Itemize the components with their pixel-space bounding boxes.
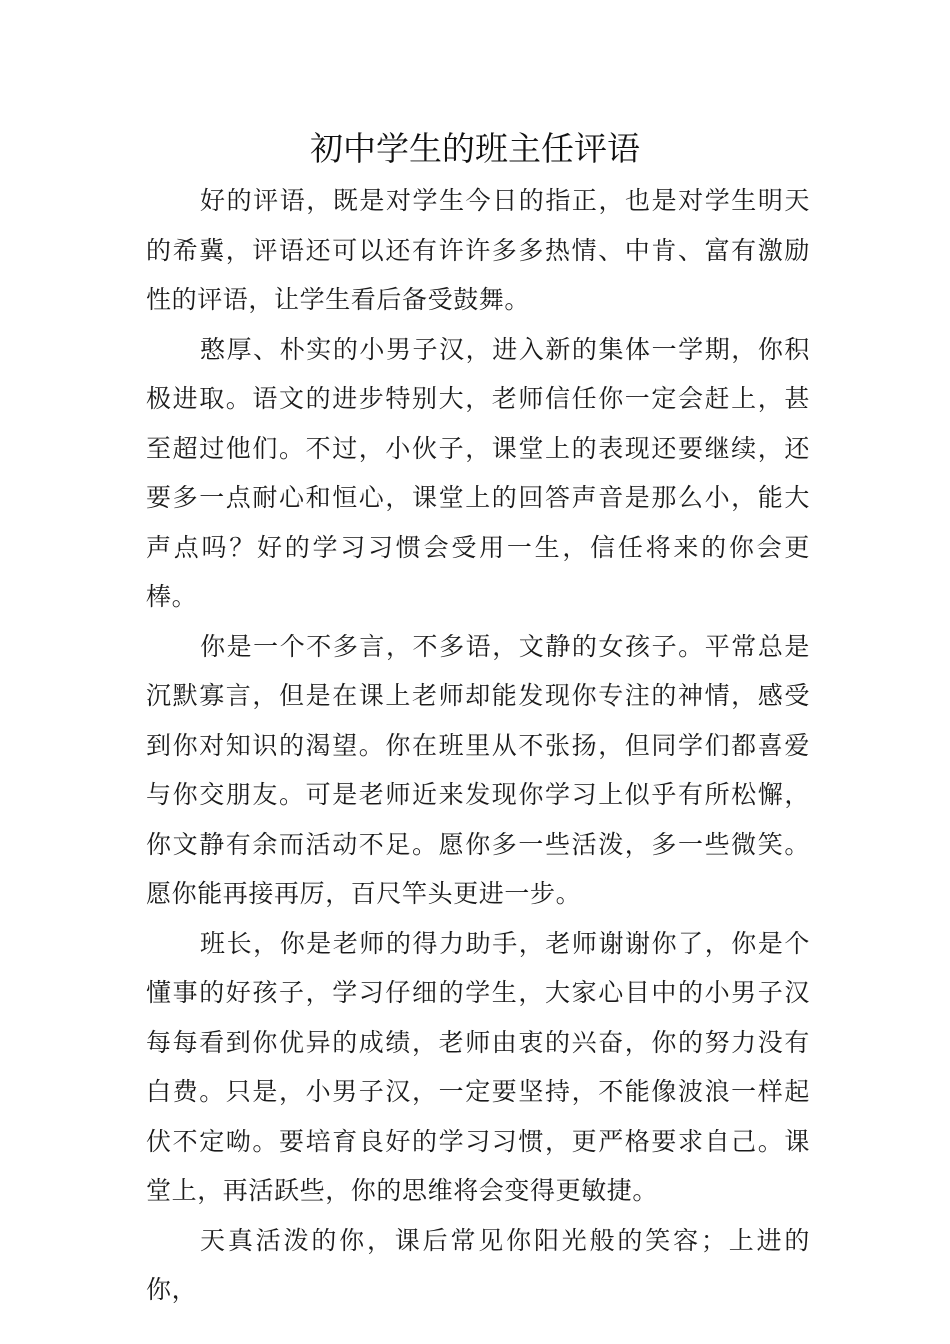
paragraph-comment-4: 天真活泼的你，课后常见你阳光般的笑容；上进的你，: [146, 1225, 810, 1304]
paragraph-comment-3: 班长，你是老师的得力助手，老师谢谢你了，你是个懂事的好孩子，学习仔细的学生，大家心目中的小男子汉每每看到你优异的成绩，老师由衷的兴奋，你的努力没有白费。只是，小男子汉，一定要坚持，不能像波浪一样起伏不定呦。要培育良好的学习习惯，更严格要求自己。课堂上，再活跃些，你的思维将会变得更敏捷。: [146, 928, 810, 1205]
paragraph-intro: 好的评语，既是对学生今日的指正，也是对学生明天的希冀，评语还可以还有许许多多热情、中肯、富有激励性的评语，让学生看后备受鼓舞。: [146, 186, 810, 314]
document-title: 初中学生的班主任评语: [310, 129, 640, 168]
document-body: [146, 176, 810, 1315]
paragraph-comment-1: 憨厚、朴实的小男子汉，进入新的集体一学期，你积极进取。语文的进步特别大，老师信任你一定会赶上，甚至超过他们。不过，小伙子，课堂上的表现还要继续，还要多一点耐心和恒心，课堂上的回答声音是那么小，能大声点吗？好的学习习惯会受用一生，信任将来的你会更棒。: [146, 334, 810, 611]
paragraph-comment-2: 你是一个不多言，不多语，文静的女孩子。平常总是沉默寡言，但是在课上老师却能发现你专注的神情，感受到你对知识的渴望。你在班里从不张扬，但同学们都喜爱与你交朋友。可是老师近来发现你学习上似乎有所松懈，你文静有余而活动不足。愿你多一些活泼，多一些微笑。愿你能再接再厉，百尺竿头更进一步。: [146, 631, 810, 908]
